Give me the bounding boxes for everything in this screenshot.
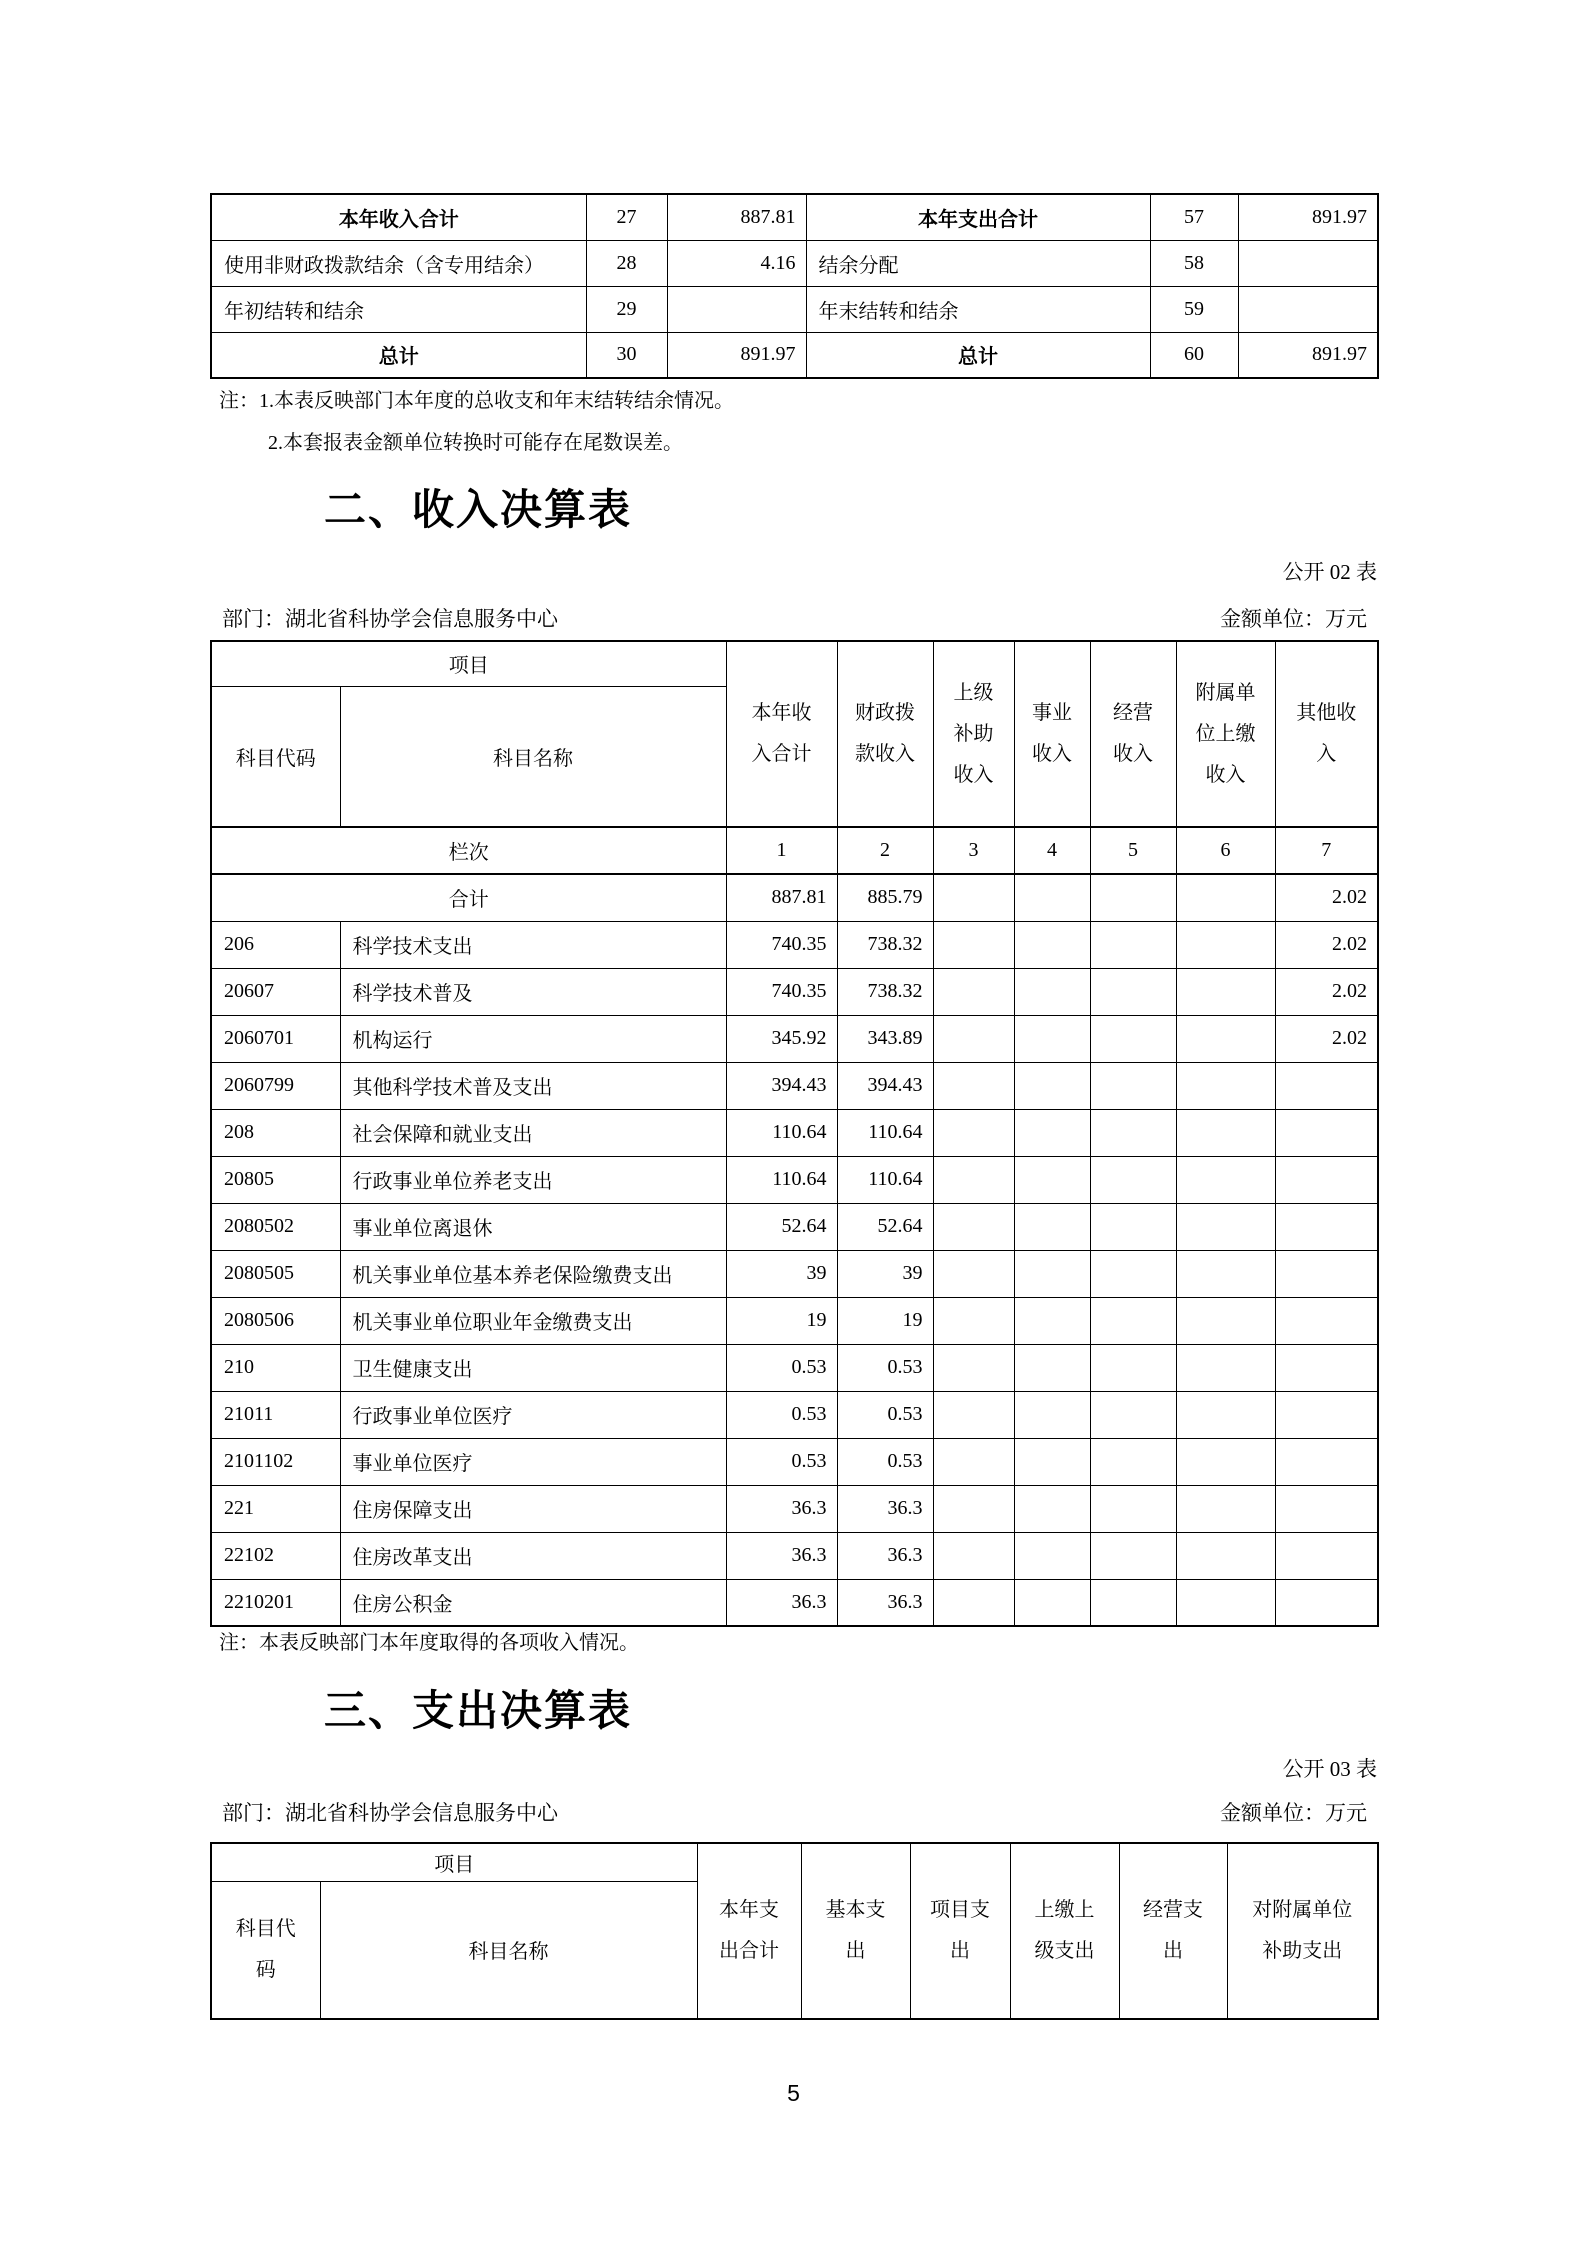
income-value-cell: [933, 1109, 1014, 1156]
subject-code-cell: 2060701: [211, 1015, 340, 1062]
income-value-cell: 740.35: [726, 968, 837, 1015]
subject-name-cell: 事业单位离退休: [340, 1203, 726, 1250]
income-total-row: [211, 874, 1378, 921]
income-value-cell: [1014, 1579, 1090, 1626]
summary-left-code-cell: 27: [586, 194, 667, 240]
income-value-cell: [1014, 1109, 1090, 1156]
income-value-cell: [1090, 921, 1176, 968]
summary-left-value-cell: [667, 286, 806, 332]
summary-row: [211, 194, 1378, 240]
income-value-cell: [1176, 1156, 1275, 1203]
income-value-cell: 2.02: [1275, 921, 1378, 968]
income-value-cell: [933, 1532, 1014, 1579]
summary-right-code-cell: 60: [1150, 332, 1238, 378]
income-value-cell: 19: [726, 1297, 837, 1344]
income-value-cell: [1176, 1579, 1275, 1626]
summary-left-value-cell: 891.97: [667, 332, 806, 378]
subject-name-cell: 行政事业单位养老支出: [340, 1156, 726, 1203]
income-value-cell: [1090, 968, 1176, 1015]
summary-right-value-cell: [1238, 240, 1378, 286]
income-section-title: 二、收入决算表: [324, 486, 633, 533]
subject-name-cell: 社会保障和就业支出: [340, 1109, 726, 1156]
col-header-project-expenditure: 项目支出: [910, 1843, 1010, 2019]
column-index-cell: 5: [1090, 827, 1176, 874]
income-value-cell: [1090, 1391, 1176, 1438]
column-index-cell: 4: [1014, 827, 1090, 874]
subject-code-cell: 2080506: [211, 1297, 340, 1344]
summary-right-value-cell: 891.97: [1238, 332, 1378, 378]
income-value-cell: 36.3: [726, 1485, 837, 1532]
col-header-operating-income: 经营收入: [1090, 641, 1176, 827]
income-unit-label: 金额单位：万元: [1220, 607, 1367, 631]
income-value-cell: [1176, 1344, 1275, 1391]
income-value-cell: 0.53: [837, 1344, 933, 1391]
subject-code-cell: 20607: [211, 968, 340, 1015]
income-data-row: [211, 1062, 1378, 1109]
project-header-cell: 项目: [211, 641, 726, 686]
income-value-cell: [1275, 1485, 1378, 1532]
col-header-affiliate-remit: 附属单位上缴收入: [1176, 641, 1275, 827]
col-header-total-income: 本年收入合计: [726, 641, 837, 827]
income-value-cell: [933, 1344, 1014, 1391]
income-value-cell: [933, 921, 1014, 968]
income-value-cell: [1014, 1203, 1090, 1250]
income-value-cell: [1176, 1062, 1275, 1109]
income-value-cell: [1090, 1250, 1176, 1297]
summary-row: [211, 286, 1378, 332]
income-value-cell: 2.02: [1275, 968, 1378, 1015]
summary-note-1: 注：1.本表反映部门本年度的总收支和年末结转结余情况。: [219, 390, 734, 412]
income-value-cell: 740.35: [726, 921, 837, 968]
summary-left-code-cell: 30: [586, 332, 667, 378]
income-table-code-label: 公开 02 表: [1282, 560, 1377, 584]
income-value-cell: [933, 1250, 1014, 1297]
expenditure-header-row-project: [211, 1843, 1378, 1881]
income-value-cell: [1176, 1250, 1275, 1297]
subject-code-cell: 2210201: [211, 1579, 340, 1626]
expenditure-unit-label: 金额单位：万元: [1220, 1801, 1367, 1825]
income-value-cell: [933, 968, 1014, 1015]
income-value-cell: 343.89: [837, 1015, 933, 1062]
total-value-cell: 887.81: [726, 874, 837, 921]
summary-left-code-cell: 28: [586, 240, 667, 286]
income-data-row: [211, 1579, 1378, 1626]
income-value-cell: [1176, 1532, 1275, 1579]
page-number: 5: [787, 2080, 800, 2106]
income-data-row: [211, 1250, 1378, 1297]
summary-left-label-cell: 使用非财政拨款结余（含专用结余）: [211, 240, 586, 286]
income-data-row: [211, 1391, 1378, 1438]
subject-code-cell: 21011: [211, 1391, 340, 1438]
income-value-cell: 345.92: [726, 1015, 837, 1062]
income-value-cell: [1275, 1532, 1378, 1579]
income-value-cell: [1014, 921, 1090, 968]
column-index-cell: 2: [837, 827, 933, 874]
income-value-cell: [1014, 968, 1090, 1015]
summary-left-label-cell: 本年收入合计: [211, 194, 586, 240]
col-header-superior-subsidy: 上级补助收入: [933, 641, 1014, 827]
expenditure-table-code-label: 公开 03 表: [1282, 1757, 1377, 1781]
income-value-cell: [1090, 1297, 1176, 1344]
subject-name-cell: 行政事业单位医疗: [340, 1391, 726, 1438]
subject-name-header-cell: 科目名称: [320, 1881, 697, 2019]
income-value-cell: [1014, 1062, 1090, 1109]
income-value-cell: [1090, 1062, 1176, 1109]
income-value-cell: 0.53: [726, 1391, 837, 1438]
income-value-cell: 36.3: [837, 1485, 933, 1532]
income-value-cell: [1014, 1297, 1090, 1344]
summary-left-code-cell: 29: [586, 286, 667, 332]
income-value-cell: [1090, 1438, 1176, 1485]
income-value-cell: 394.43: [837, 1062, 933, 1109]
summary-right-code-cell: 59: [1150, 286, 1238, 332]
summary-left-label-cell: 年初结转和结余: [211, 286, 586, 332]
column-index-cell: 1: [726, 827, 837, 874]
subject-name-header-cell: 科目名称: [340, 686, 726, 827]
income-value-cell: [933, 1297, 1014, 1344]
income-value-cell: [1090, 1485, 1176, 1532]
income-value-cell: [1176, 1015, 1275, 1062]
subject-name-cell: 机关事业单位基本养老保险缴费支出: [340, 1250, 726, 1297]
income-value-cell: [933, 1485, 1014, 1532]
expenditure-table-block: [210, 1842, 1377, 2020]
income-value-cell: [1090, 1109, 1176, 1156]
income-value-cell: [1275, 1156, 1378, 1203]
income-data-row: [211, 968, 1378, 1015]
income-data-row: [211, 1203, 1378, 1250]
income-value-cell: 2.02: [1275, 1015, 1378, 1062]
income-value-cell: 0.53: [837, 1391, 933, 1438]
total-value-cell: [1090, 874, 1176, 921]
income-value-cell: [1275, 1250, 1378, 1297]
income-note: 注：本表反映部门本年度取得的各项收入情况。: [219, 1632, 639, 1654]
income-value-cell: [1275, 1203, 1378, 1250]
income-value-cell: 36.3: [837, 1532, 933, 1579]
income-value-cell: [1090, 1203, 1176, 1250]
expenditure-meta-line: [210, 1797, 1377, 1827]
income-value-cell: 36.3: [837, 1579, 933, 1626]
income-data-row: [211, 1015, 1378, 1062]
income-value-cell: [1275, 1062, 1378, 1109]
subject-code-header-cell: 科目代码: [211, 1881, 320, 2019]
summary-right-value-cell: [1238, 286, 1378, 332]
project-header-cell: 项目: [211, 1843, 697, 1881]
col-header-operating-expenditure: 经营支出: [1119, 1843, 1227, 2019]
income-value-cell: [1014, 1532, 1090, 1579]
income-value-cell: 110.64: [726, 1109, 837, 1156]
income-value-cell: 110.64: [837, 1156, 933, 1203]
summary-right-label-cell: 总计: [806, 332, 1150, 378]
income-data-row: [211, 921, 1378, 968]
summary-right-label-cell: 年末结转和结余: [806, 286, 1150, 332]
income-value-cell: [1014, 1250, 1090, 1297]
expenditure-table: [210, 1842, 1379, 2020]
income-value-cell: [933, 1015, 1014, 1062]
income-value-cell: 19: [837, 1297, 933, 1344]
summary-right-code-cell: 58: [1150, 240, 1238, 286]
income-value-cell: [933, 1438, 1014, 1485]
income-value-cell: [1176, 1203, 1275, 1250]
subject-name-cell: 卫生健康支出: [340, 1344, 726, 1391]
income-value-cell: [1176, 1297, 1275, 1344]
income-data-row: [211, 1156, 1378, 1203]
total-value-cell: 885.79: [837, 874, 933, 921]
income-value-cell: [1275, 1391, 1378, 1438]
col-header-basic-expenditure: 基本支出: [801, 1843, 910, 2019]
subject-code-cell: 210: [211, 1344, 340, 1391]
income-data-row: [211, 1438, 1378, 1485]
total-label-cell: 合计: [211, 874, 726, 921]
summary-left-value-cell: 4.16: [667, 240, 806, 286]
income-value-cell: [1090, 1156, 1176, 1203]
subject-code-cell: 2101102: [211, 1438, 340, 1485]
income-value-cell: 110.64: [837, 1109, 933, 1156]
income-value-cell: [1275, 1297, 1378, 1344]
subject-name-cell: 科学技术支出: [340, 921, 726, 968]
income-value-cell: 738.32: [837, 921, 933, 968]
income-value-cell: [1014, 1344, 1090, 1391]
income-value-cell: [1176, 921, 1275, 968]
total-value-cell: [1014, 874, 1090, 921]
income-value-cell: 0.53: [837, 1438, 933, 1485]
subject-code-cell: 22102: [211, 1532, 340, 1579]
income-header-row-project: [211, 641, 1378, 686]
income-column-index-row: [211, 827, 1378, 874]
subject-code-header-cell: 科目代码: [211, 686, 340, 827]
summary-balance-table: [210, 193, 1379, 379]
lanci-label-cell: 栏次: [211, 827, 726, 874]
income-value-cell: [1275, 1344, 1378, 1391]
income-value-cell: [1176, 1438, 1275, 1485]
income-value-cell: [1014, 1015, 1090, 1062]
income-value-cell: [933, 1391, 1014, 1438]
summary-right-value-cell: 891.97: [1238, 194, 1378, 240]
income-value-cell: [1014, 1485, 1090, 1532]
income-value-cell: 0.53: [726, 1344, 837, 1391]
income-value-cell: [1176, 1109, 1275, 1156]
summary-balance-table-block: [210, 193, 1377, 379]
subject-name-cell: 科学技术普及: [340, 968, 726, 1015]
income-meta-line: [210, 603, 1377, 633]
income-value-cell: [933, 1579, 1014, 1626]
income-department-label: 部门：湖北省科协学会信息服务中心: [222, 607, 558, 631]
income-data-row: [211, 1485, 1378, 1532]
income-value-cell: [1176, 1391, 1275, 1438]
subject-name-cell: 事业单位医疗: [340, 1438, 726, 1485]
income-value-cell: 52.64: [837, 1203, 933, 1250]
income-value-cell: 110.64: [726, 1156, 837, 1203]
column-index-cell: 3: [933, 827, 1014, 874]
income-data-row: [211, 1532, 1378, 1579]
summary-left-value-cell: 887.81: [667, 194, 806, 240]
subject-name-cell: 机关事业单位职业年金缴费支出: [340, 1297, 726, 1344]
subject-code-cell: 221: [211, 1485, 340, 1532]
income-data-row: [211, 1344, 1378, 1391]
income-value-cell: 52.64: [726, 1203, 837, 1250]
income-value-cell: [1014, 1391, 1090, 1438]
income-value-cell: [1176, 1485, 1275, 1532]
income-value-cell: [1090, 1344, 1176, 1391]
income-data-row: [211, 1109, 1378, 1156]
income-value-cell: 394.43: [726, 1062, 837, 1109]
income-table: [210, 640, 1379, 1627]
summary-right-label-cell: 结余分配: [806, 240, 1150, 286]
summary-row: [211, 332, 1378, 378]
subject-code-cell: 2060799: [211, 1062, 340, 1109]
income-value-cell: [1090, 1579, 1176, 1626]
subject-name-cell: 其他科学技术普及支出: [340, 1062, 726, 1109]
income-value-cell: 39: [837, 1250, 933, 1297]
summary-right-code-cell: 57: [1150, 194, 1238, 240]
income-value-cell: [1090, 1015, 1176, 1062]
expenditure-section-title: 三、支出决算表: [324, 1687, 633, 1734]
income-value-cell: [1275, 1438, 1378, 1485]
income-value-cell: [1275, 1579, 1378, 1626]
col-header-other-income: 其他收入: [1275, 641, 1378, 827]
subject-name-cell: 机构运行: [340, 1015, 726, 1062]
income-value-cell: [1014, 1438, 1090, 1485]
total-value-cell: 2.02: [1275, 874, 1378, 921]
subject-code-cell: 208: [211, 1109, 340, 1156]
col-header-remit-superior: 上缴上级支出: [1010, 1843, 1119, 2019]
subject-code-cell: 206: [211, 921, 340, 968]
expenditure-department-label: 部门：湖北省科协学会信息服务中心: [222, 1801, 558, 1825]
subject-code-cell: 2080505: [211, 1250, 340, 1297]
income-value-cell: 36.3: [726, 1532, 837, 1579]
subject-name-cell: 住房公积金: [340, 1579, 726, 1626]
col-header-affiliate-subsidy: 对附属单位补助支出: [1227, 1843, 1378, 2019]
income-value-cell: 36.3: [726, 1579, 837, 1626]
income-value-cell: [933, 1203, 1014, 1250]
column-index-cell: 7: [1275, 827, 1378, 874]
col-header-business-income: 事业收入: [1014, 641, 1090, 827]
income-value-cell: 738.32: [837, 968, 933, 1015]
summary-note-2: 2.本套报表金额单位转换时可能存在尾数误差。: [268, 432, 683, 454]
income-value-cell: [1014, 1156, 1090, 1203]
summary-row: [211, 240, 1378, 286]
column-index-cell: 6: [1176, 827, 1275, 874]
col-header-total-expenditure: 本年支出合计: [697, 1843, 801, 2019]
subject-name-cell: 住房保障支出: [340, 1485, 726, 1532]
summary-left-label-cell: 总计: [211, 332, 586, 378]
total-value-cell: [1176, 874, 1275, 921]
income-value-cell: 0.53: [726, 1438, 837, 1485]
income-table-block: [210, 640, 1377, 1627]
income-value-cell: [1275, 1109, 1378, 1156]
income-value-cell: [1090, 1532, 1176, 1579]
total-value-cell: [933, 874, 1014, 921]
income-value-cell: [1176, 968, 1275, 1015]
summary-right-label-cell: 本年支出合计: [806, 194, 1150, 240]
subject-name-cell: 住房改革支出: [340, 1532, 726, 1579]
income-data-row: [211, 1297, 1378, 1344]
subject-code-cell: 2080502: [211, 1203, 340, 1250]
income-value-cell: [933, 1156, 1014, 1203]
col-header-fiscal-appropriation: 财政拨款收入: [837, 641, 933, 827]
subject-code-cell: 20805: [211, 1156, 340, 1203]
income-value-cell: 39: [726, 1250, 837, 1297]
income-value-cell: [933, 1062, 1014, 1109]
